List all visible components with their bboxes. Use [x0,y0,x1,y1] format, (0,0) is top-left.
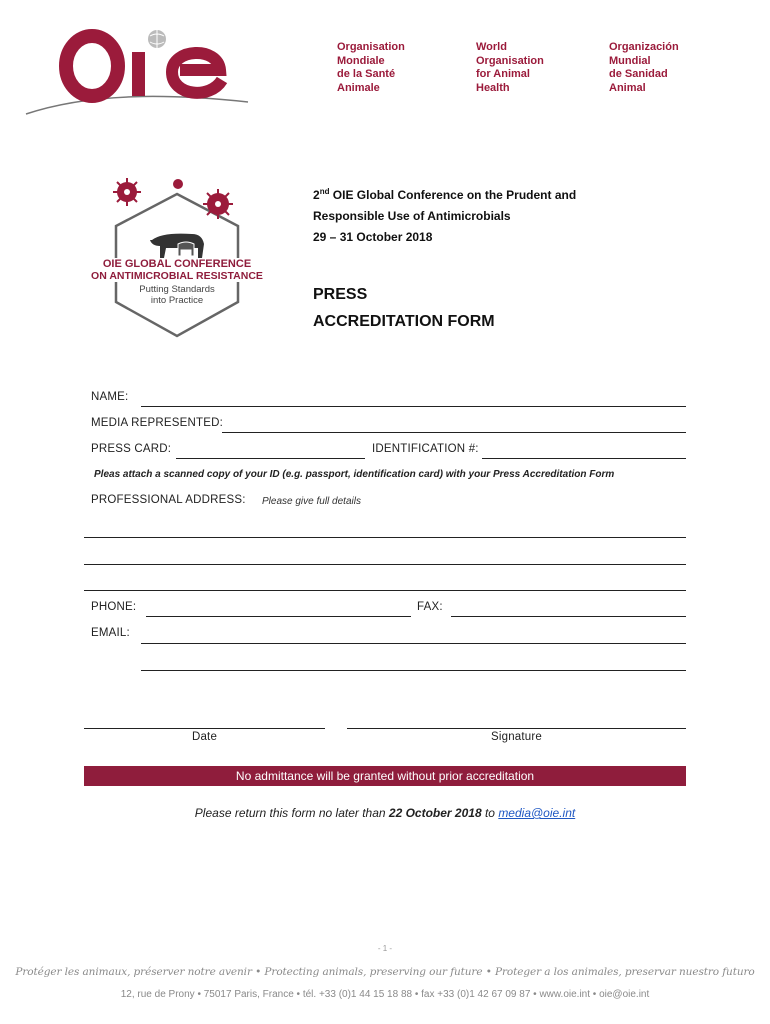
conference-logo-tagline1: Putting Standards [139,284,215,295]
identification-field[interactable] [482,458,686,459]
phone-label: PHONE: [91,601,137,613]
email-field-line-2[interactable] [141,670,686,671]
footer-address: 12, rue de Prony • 75017 Paris, France • tél. +33 (0)1 44 15 18 88 • fax +33 (0)1 42 67 09 87 • www.oie.int • oie@oie.int [120,989,650,1000]
fax-field[interactable] [451,616,686,617]
footer-motto: Protéger les animaux, préserver notre avenir • Protecting animals, preserving our future • Proteger a los animales, preservar nuestro futuro [15,966,755,978]
oie-logo-graphic [22,22,252,122]
conference-title-line1 [313,181,733,206]
name-field[interactable] [141,406,686,407]
return-note-middle: to [481,806,499,820]
conference-title-line2: Responsible Use of Antimicrobials [313,209,511,223]
return-note-prefix: Please return this form no later than [194,806,389,820]
form-title-line1: PRESS [313,286,368,303]
conference-title [313,181,733,248]
return-deadline: 22 October 2018 [388,806,482,820]
signature-field[interactable] [347,728,686,729]
return-note [0,806,770,820]
conference-logo-line1: OIE GLOBAL CONFERENCE [82,258,272,270]
media-label: MEDIA REPRESENTED: [91,417,224,429]
date-label: Date [191,731,218,743]
media-field[interactable] [222,432,686,433]
attach-id-note: Pleas attach a scanned copy of your ID (e.g. passport, identification card) with your Press Accreditation Form [94,469,615,480]
phone-field[interactable] [146,616,411,617]
org-name-en: World Organisation for Animal Health [476,41,544,94]
identification-label: IDENTIFICATION #: [372,443,479,455]
signature-label: Signature [490,731,543,743]
address-label: PROFESSIONAL ADDRESS: [91,494,246,506]
conference-ordinal-suffix: nd [319,187,330,196]
accreditation-banner: No admittance will be granted without prior accreditation [84,766,686,786]
address-field-line-1[interactable] [84,537,686,538]
conference-dates: 29 – 31 October 2018 [313,230,433,244]
oie-logo [22,22,252,122]
conference-logo-tagline2: into Practice [150,295,204,306]
page-number: - 1 - [377,944,393,953]
org-name-fr: Organisation Mondiale de la Santé Animale [337,41,405,94]
conference-ordinal: 2 [313,188,320,202]
org-name-es: Organización Mundial de Sanidad Animal [609,41,679,94]
email-label: EMAIL: [91,627,130,639]
address-field-line-3[interactable] [84,590,686,591]
conference-logo-line2: ON ANTIMICROBIAL RESISTANCE [78,270,276,282]
address-field-line-2[interactable] [84,564,686,565]
press-card-field[interactable] [176,458,365,459]
name-label: NAME: [91,391,129,403]
fax-label: FAX: [417,601,443,613]
press-card-label: PRESS CARD: [91,443,172,455]
email-field-line-1[interactable] [141,643,686,644]
form-title-line2: ACCREDITATION FORM [313,313,495,330]
media-email-link[interactable]: media@oie.int [498,806,576,820]
address-hint: Please give full details [262,496,361,507]
conference-title-rest: OIE Global Conference on the Prudent and [329,188,577,202]
conference-logo [82,174,272,349]
date-field[interactable] [84,728,325,729]
